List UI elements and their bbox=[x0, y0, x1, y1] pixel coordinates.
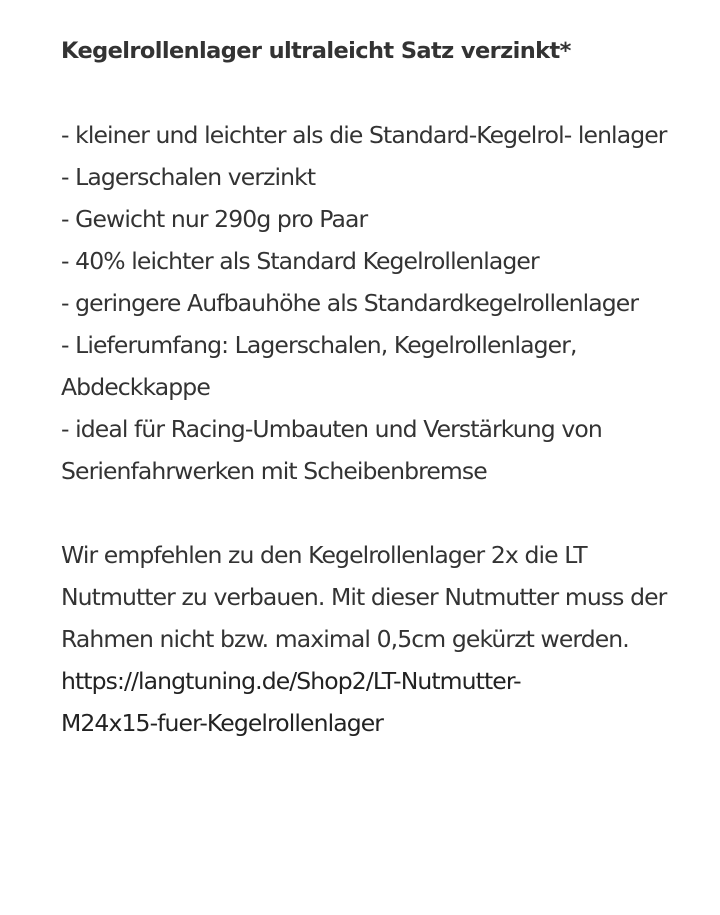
feature-text-lighter: - 40% leichter als Standard Kegelrollenlager bbox=[61, 247, 539, 275]
feature-item bbox=[61, 240, 671, 282]
spacer bbox=[61, 492, 671, 534]
feature-text-size: - kleiner und leichter als die Standard-Kegelrol- lenlager bbox=[61, 121, 667, 149]
feature-item bbox=[61, 198, 671, 240]
spacer bbox=[61, 72, 671, 114]
link-line-1: https://langtuning.de/Shop2/LT-Nutmutter- bbox=[61, 667, 521, 695]
product-description bbox=[61, 30, 671, 744]
feature-text-zinc: - Lagerschalen verzinkt bbox=[61, 163, 316, 191]
feature-item bbox=[61, 114, 671, 156]
recommendation-text: Wir empfehlen zu den Kegelrollenlager 2x die LT Nutmutter zu verbauen. Mit dieser Nutmutter muss der Rahmen nicht bzw. maximal 0,5cm gekürzt werden. bbox=[61, 541, 667, 653]
nutmutter-link[interactable] bbox=[61, 660, 671, 744]
feature-item bbox=[61, 324, 671, 408]
link-line-2: M24x15-fuer-Kegelrollenlager bbox=[61, 709, 384, 737]
feature-item bbox=[61, 156, 671, 198]
feature-list bbox=[61, 114, 671, 492]
feature-text-height: - geringere Aufbauhöhe als Standardkegelrollenlager bbox=[61, 289, 639, 317]
feature-item bbox=[61, 408, 671, 492]
feature-text-ideal: - ideal für Racing-Umbauten und Verstärkung von Serienfahrwerken mit Scheibenbremse bbox=[61, 415, 602, 485]
feature-text-scope: - Lieferumfang: Lagerschalen, Kegelrollenlager, Abdeckkappe bbox=[61, 331, 577, 401]
feature-text-weight: - Gewicht nur 290g pro Paar bbox=[61, 205, 368, 233]
product-title: Kegelrollenlager ultraleicht Satz verzinkt* bbox=[61, 38, 571, 64]
feature-item bbox=[61, 282, 671, 324]
